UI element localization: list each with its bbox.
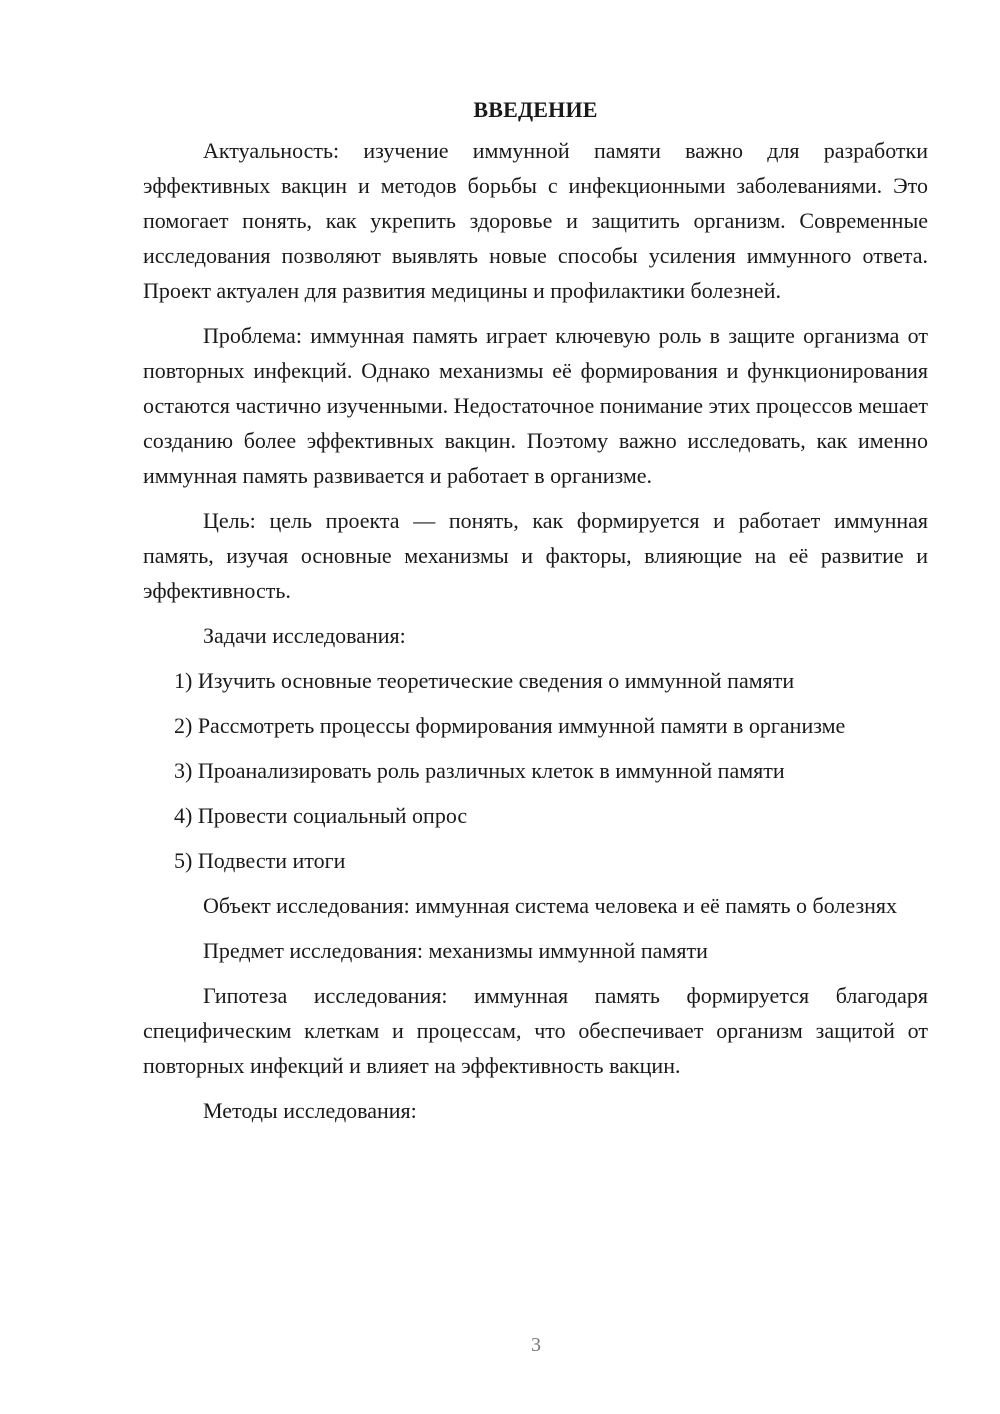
task-item-1: 1) Изучить основные теоретические сведения о иммунной памяти	[174, 668, 795, 693]
page-content	[143, 92, 928, 1138]
methods-heading: Методы исследования:	[203, 1098, 417, 1123]
task-item-4: 4) Провести социальный опрос	[174, 803, 468, 828]
paragraph-relevance: Актуальность: изучение иммунной памяти важно для разработки эффективных вакцин и методов борьбы с инфекционными заболеваниями. Это помогает понять, как укрепить здоровье и защитить организм. Современные исследования позволяют выявлять новые способы усиления иммунного ответа. Проект актуален для развития медицины и профилактики болезней.	[143, 138, 928, 303]
paragraph-hypothesis: Гипотеза исследования: иммунная память формируется благодаря специфическим клеткам и процессам, что обеспечивает организм защитой от повторных инфекций и влияет на эффективность вакцин.	[143, 983, 928, 1078]
paragraph-problem: Проблема: иммунная память играет ключевую роль в защите организма от повторных инфекций. Однако механизмы её формирования и функционирования остаются частично изученными. Недостаточное понимание этих процессов мешает созданию более эффективных вакцин. Поэтому важно исследовать, как именно иммунная память развивается и работает в организме.	[143, 323, 928, 488]
tasks-heading: Задачи исследования:	[203, 623, 406, 648]
page-number: 3	[531, 1334, 541, 1356]
task-item-2: 2) Рассмотреть процессы формирования иммунной памяти в организме	[174, 713, 846, 738]
paragraph-goal: Цель: цель проекта — понять, как формируется и работает иммунная память, изучая основные механизмы и факторы, влияющие на её развитие и эффективность.	[143, 508, 928, 603]
section-title: ВВЕДЕНИЕ	[473, 97, 598, 122]
task-item-3: 3) Проанализировать роль различных клеток в иммунной памяти	[174, 758, 785, 783]
paragraph-subject: Предмет исследования: механизмы иммунной памяти	[203, 938, 708, 963]
paragraph-object: Объект исследования: иммунная система человека и её память о болезнях	[203, 893, 898, 918]
task-item-5: 5) Подвести итоги	[174, 848, 346, 873]
